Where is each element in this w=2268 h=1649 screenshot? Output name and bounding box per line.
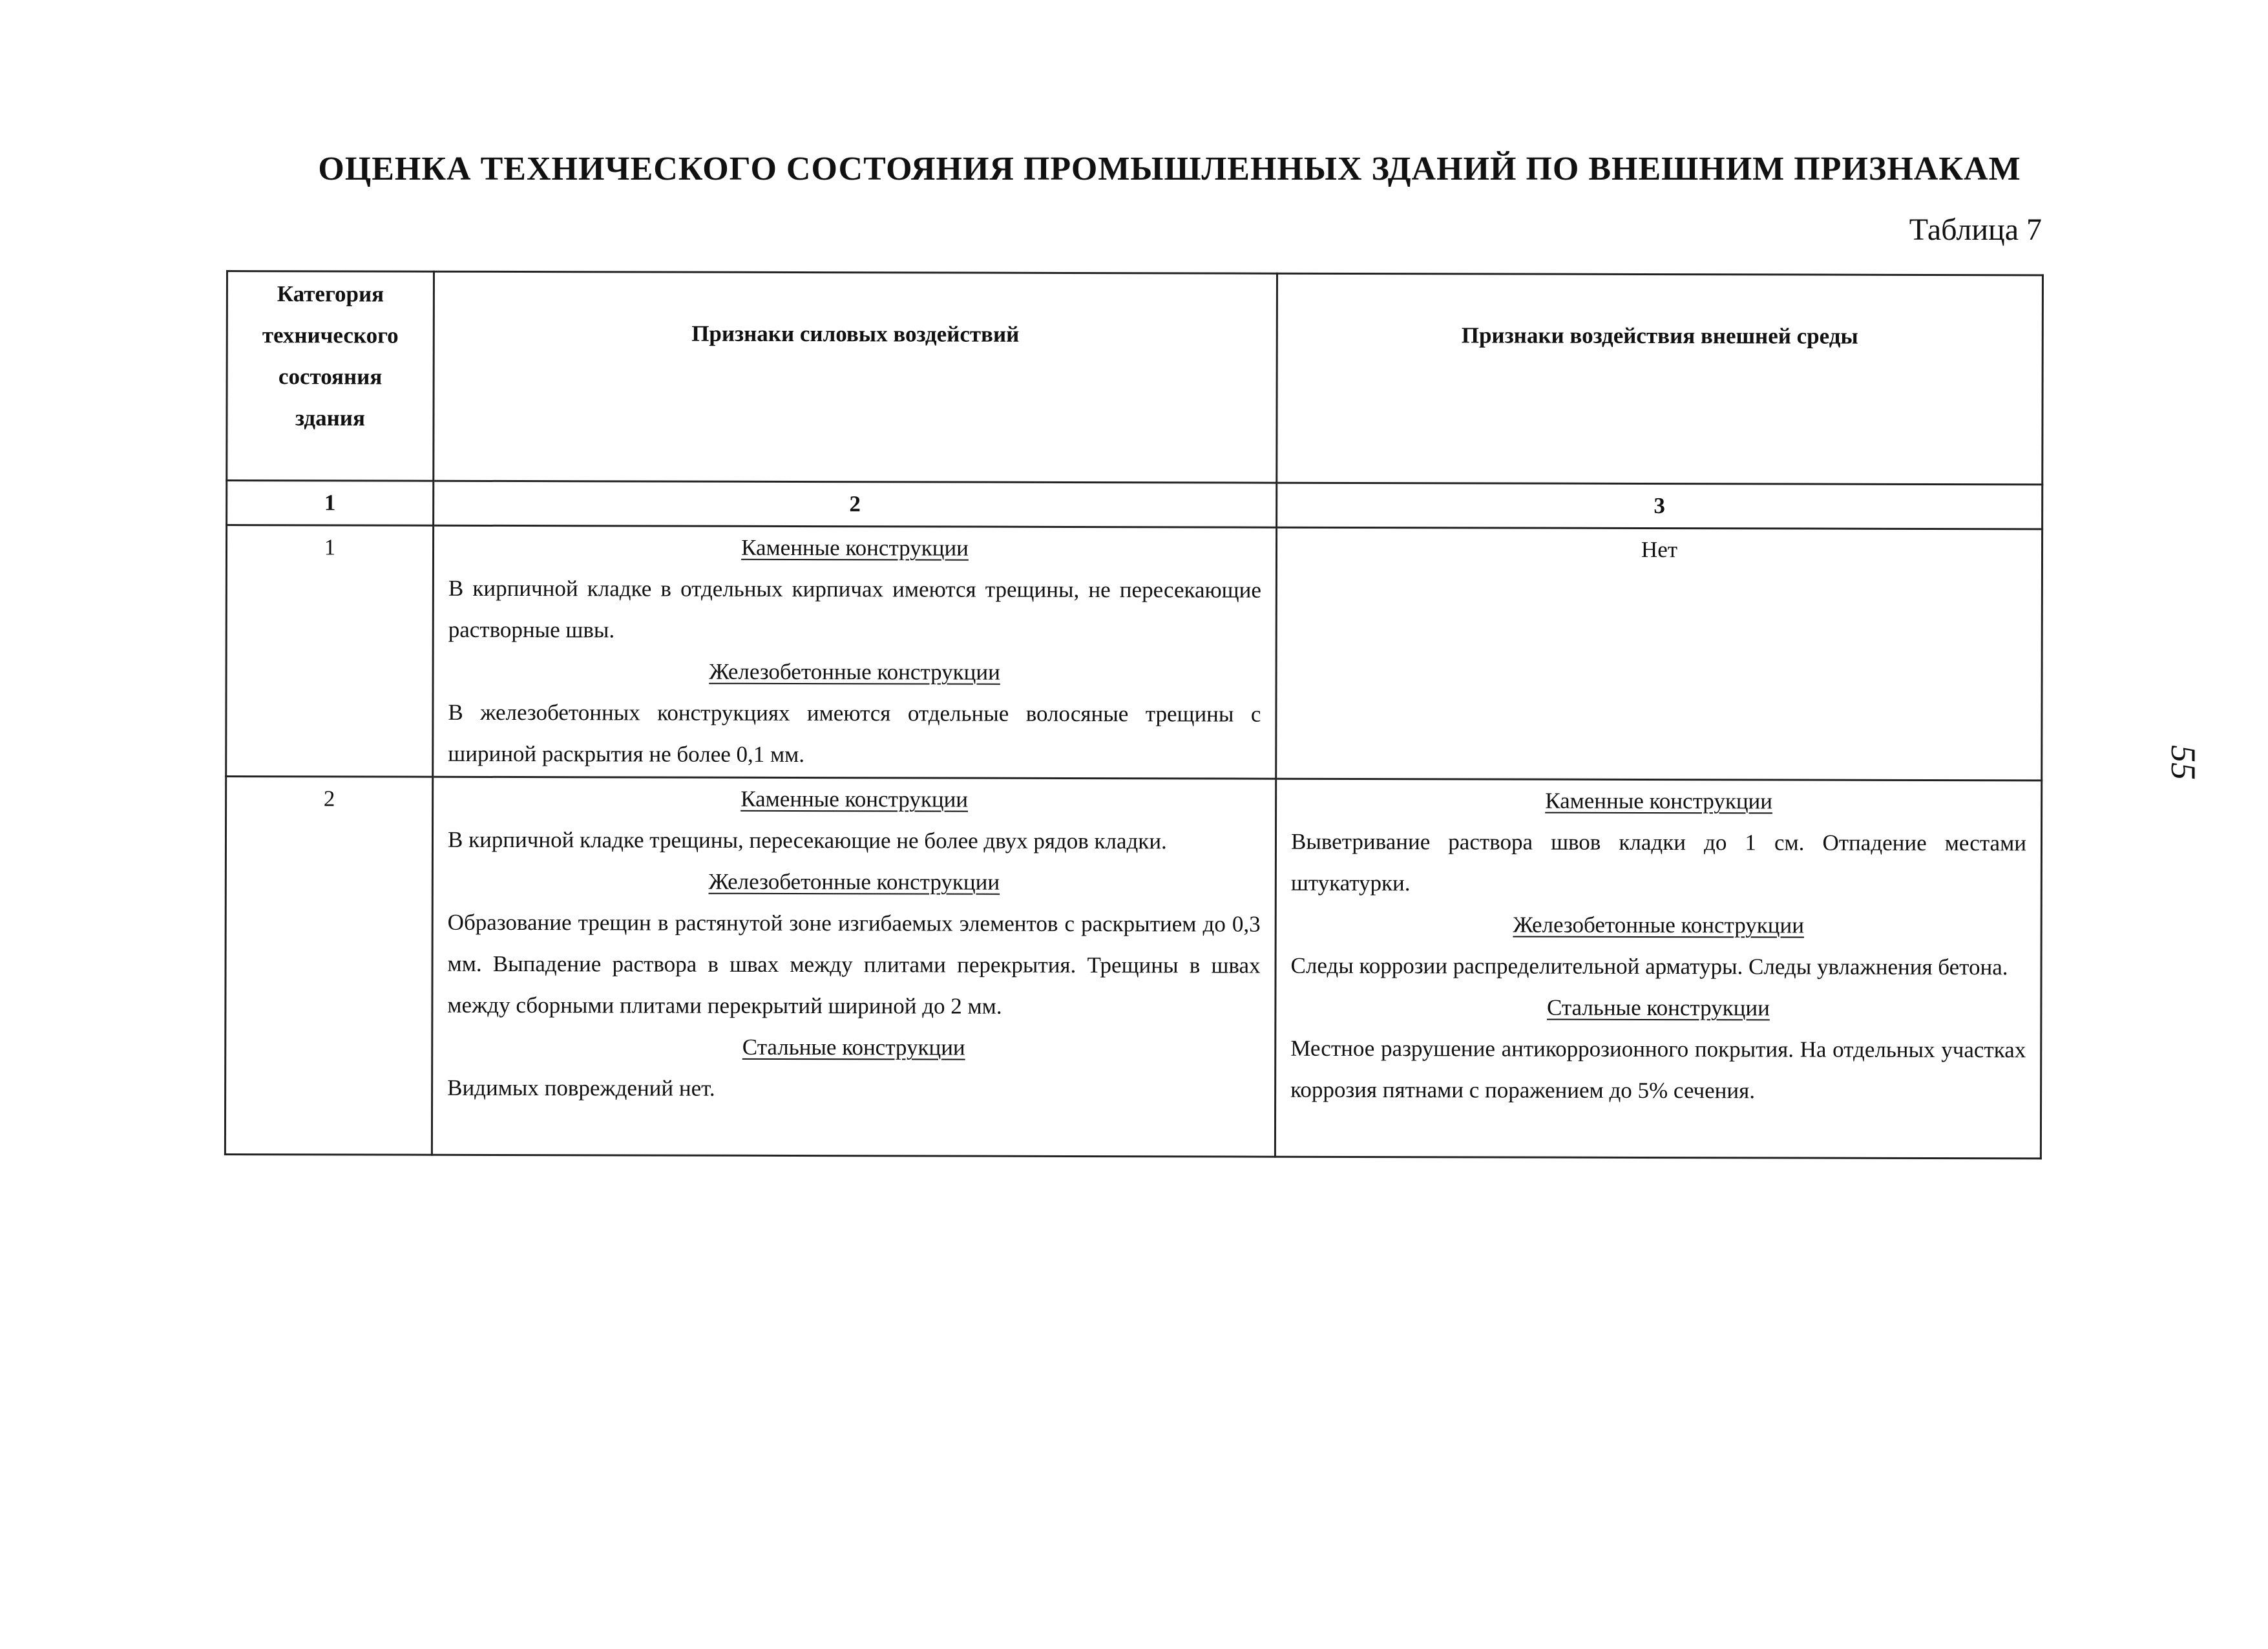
category-cell: 2 xyxy=(225,777,432,1155)
header-force xyxy=(434,271,1277,483)
section-text: Видимых повреждений нет. xyxy=(447,1075,715,1101)
category-cell: 1 xyxy=(226,525,434,777)
table-label: Таблица 7 xyxy=(1909,213,2042,247)
section-text: В кирпичной кладке в отдельных кирпичах имеются трещины, не пересекающие растворные швы. xyxy=(448,575,1261,643)
section-heading: Каменные конструкции xyxy=(741,534,969,561)
header-category xyxy=(227,271,434,481)
section-text: Образование трещин в растянутой зоне изгибаемых элементов с раскрытием до 0,3 мм. Выпадение раствора в швах между плитами перекрытия. Трещины в швах между сборными плитами перекрытий шириной до 2 мм. xyxy=(447,909,1261,1019)
environment-signs-cell xyxy=(1275,779,2041,1159)
header-environment xyxy=(1277,273,2043,485)
page-number: 55 xyxy=(2164,745,2203,780)
table-row xyxy=(226,525,2042,781)
column-number-3: 3 xyxy=(1277,483,2042,529)
environment-signs-cell xyxy=(1276,527,2042,781)
section-text: Местное разрушение антикоррозионного покрытия. На отдельных участках коррозия пятнами с поражением до 5% сечения. xyxy=(1290,1035,2026,1104)
section-heading: Железобетонные конструкции xyxy=(709,658,1000,685)
header-force-text: Признаки силовых воздействий xyxy=(691,320,1020,347)
section-text: Следы коррозии распределительной арматуры. Следы увлажнения бетона. xyxy=(1290,952,2008,980)
section-heading: Стальные конструкции xyxy=(1546,994,1770,1021)
column-number-2: 2 xyxy=(434,481,1277,527)
force-signs-cell xyxy=(432,777,1276,1157)
column-number-1: 1 xyxy=(227,481,434,526)
section-heading: Стальные конструкции xyxy=(742,1034,965,1060)
force-signs-cell xyxy=(433,525,1277,779)
none-text: Нет xyxy=(1641,536,1678,563)
section-text: В железобетонных конструкциях имеются отдельные волосяные трещины с шириной раскрытия не более 0,1 мм. xyxy=(448,699,1261,768)
section-text: Выветривание раствора швов кладки до 1 см. Отпадение местами штукатурки. xyxy=(1290,828,2027,896)
section-text: В кирпичной кладке трещины, пересекающие не более двух рядов кладки. xyxy=(447,826,1167,854)
page-title: ОЦЕНКА ТЕХНИЧЕСКОГО СОСТОЯНИЯ ПРОМЫШЛЕННЫХ ЗДАНИЙ ПО ВНЕШНИМ ПРИЗНАКАМ xyxy=(318,151,2021,187)
section-heading: Каменные конструкции xyxy=(1545,788,1773,814)
assessment-table xyxy=(224,270,2044,1159)
section-heading: Железобетонные конструкции xyxy=(1513,912,1805,938)
section-heading: Железобетонные конструкции xyxy=(708,868,1000,895)
table-row xyxy=(225,777,2041,1159)
section-heading: Каменные конструкции xyxy=(740,786,969,812)
header-category-text: Категория технического состояния здания xyxy=(262,281,399,431)
table-header-row xyxy=(227,271,2043,485)
column-number-row xyxy=(227,481,2042,529)
header-environment-text: Признаки воздействия внешней среды xyxy=(1461,322,1858,349)
